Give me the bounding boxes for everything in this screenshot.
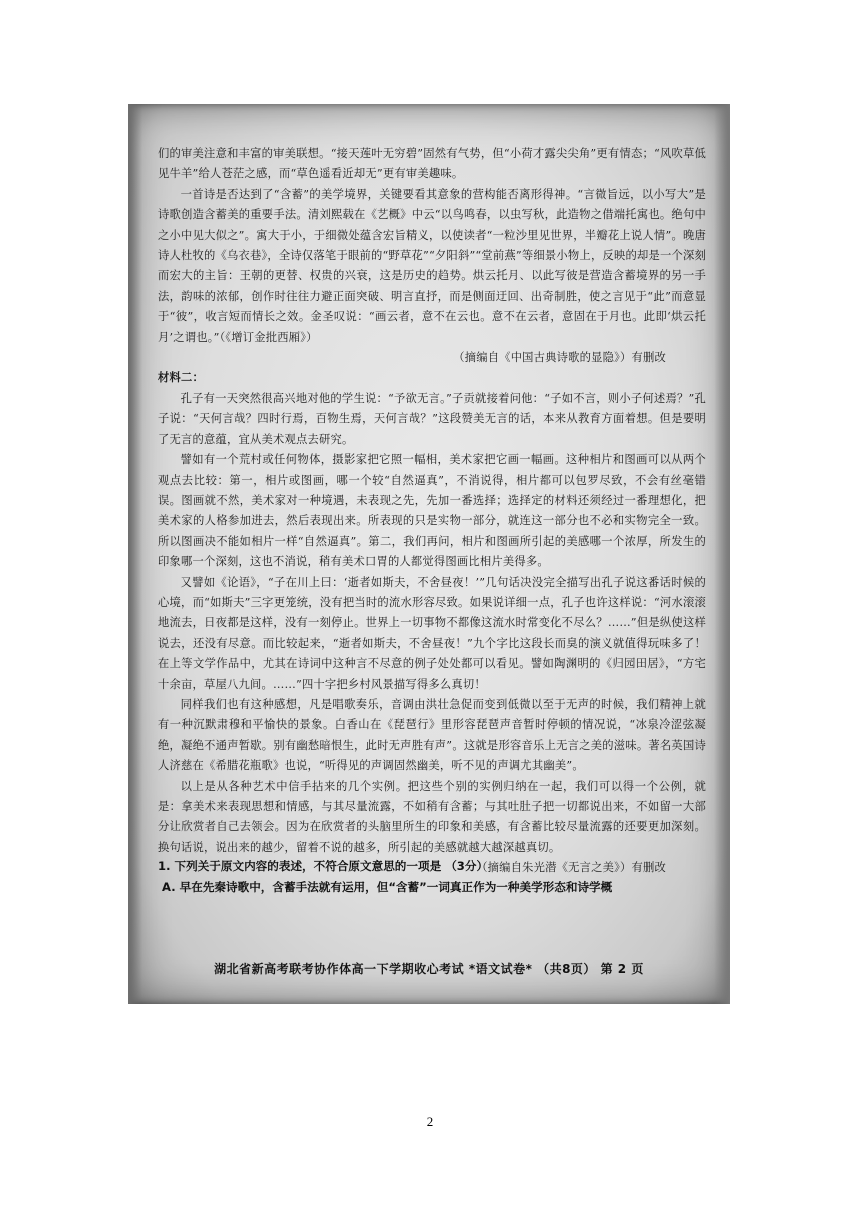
passage-paragraph: 同样我们也有这种感想，凡是唱歌奏乐，音调由洪壮急促而变到低微以至于无声的时候，我们精神上就有一种沉默肃穆和平愉快的景象。白香山在《琵琶行》里形容琵琶声音暂时停顿的情况说，“冰泉冷涩弦凝绝，凝绝不通声暂歇。别有幽愁暗恨生，此时无声胜有声”。这就是形容音乐上无言之美的滋味。著名英国诗人济慈在《希腊花瓶歌》也说，“听得见的声调固然幽美，听不见的声调尤其幽美”。 <box>158 697 706 773</box>
reading-passage <box>158 144 706 879</box>
question-block <box>158 856 718 898</box>
passage-paragraph: 们的审美注意和丰富的审美联想。“接天莲叶无穷碧”固然有气势，但“小荷才露尖尖角”更有情态；“风吹草低见牛羊”给人苍茫之感，而“草色遥看近却无”更有审美趣味。 <box>158 147 706 181</box>
question-option-a: A. 早在先秦诗歌中，含蓄手法就有运用，但“含蓄”一词真正作为一种美学形态和诗学概 <box>162 880 613 894</box>
question-stem: 1. 下列关于原文内容的表述，不符合原文意思的一项是 （3分） <box>158 859 489 873</box>
material-heading: 材料二： <box>158 371 204 385</box>
source-attribution: （摘编自朱光潜《无言之美》）有删改 <box>476 861 666 875</box>
passage-paragraph: 譬如有一个荒村或任何物体，摄影家把它照一幅相，美术家把它画一幅画。这种相片和图画可以从两个观点去比较：第一，相片或图画，哪一个较“自然逼真”，不消说得，相片都可以包罗尽致，不会有丝毫错误。图画就不然，美术家对一种境遇，未表现之先，先加一番选择；选择定的材料还须经过一番理想化，把美术家的人格参加进去，然后表现出来。所表现的只是实物一部分，就连这一部分也不必和实物完全一致。所以图画决不能如相片一样“自然逼真”。第二，我们再问，相片和图画所引起的美感哪一个浓厚，所发生的印象哪一个深刻，这也不消说，稍有美术口胃的人都觉得图画比相片美得多。 <box>158 453 706 569</box>
passage-paragraph: 以上是从各种艺术中信手拈来的几个实例。把这些个别的实例归纳在一起，我们可以得一个公例，就是：拿美术来表现思想和情感，与其尽量流露，不如稍有含蓄；与其吐肚子把一切都说出来，不如留一大部分让欣赏者自己去领会。因为在欣赏者的头脑里所生的印象和美感，有含蓄比较尽量流露的还要更加深刻。换句话说，说出来的越少，留着不说的越多，所引起的美感就越大越深越真切。 <box>158 779 706 854</box>
page-number: 2 <box>426 1114 434 1129</box>
passage-paragraph: 孔子有一天突然很高兴地对他的学生说：“予欲无言。”子贡就接着问他：“子如不言，则小子何述焉？”孔子说：“天何言哉？四时行焉，百物生焉，天何言哉？”这段赞美无言的话，本来从教育方面着想。但是要明了无言的意蕴，宜从美术观点去研究。 <box>158 391 706 446</box>
exam-footer: 湖北省新高考联考协作体高一下学期收心考试 *语文试卷* （共8页） 第 2 页 <box>214 962 644 976</box>
passage-paragraph: 一首诗是否达到了“含蓄”的美学境界，关键要看其意象的营构能否离形得神。“言微旨远，以小写大”是诗歌创造含蓄美的重要手法。清刘熙载在《艺概》中云“以鸟鸣春，以虫写秋，此造物之借端托寓也。绝句中之小中见大似之”。寓大于小，于细微处蕴含宏旨精义，以使读者“一粒沙里见世界，半瓣花上说人情”。晚唐诗人杜牧的《乌衣巷》，全诗仅落笔于眼前的“野草花”“夕阳斜”“堂前燕”等细景小物上，反映的却是一个深刻而宏大的主旨：王朝的更替、权贵的兴衰，这是历史的趋势。烘云托月、以此写彼是营造含蓄境界的另一手法，韵味的浓郁，创作时往往力避正面突破、明言直抒，而是侧面迂回、出奇制胜，使之言见于“此”而意显于“彼”，收言短而情长之效。金圣叹说：“画云者，意不在云也。意不在云者，意固在于月也。此即‘烘云托月’之谓也。”（《增订金批西厢》） <box>158 187 706 344</box>
passage-paragraph: 又譬如《论语》，“子在川上曰：‘逝者如斯夫，不舍昼夜！’”几句话决没完全描写出孔子说这番话时候的心境，而“如斯夫”三字更笼统，没有把当时的流水形容尽致。如果说详细一点，孔子也许这样说：“河水滚滚地流去，日夜都是这样，没有一刻停止。世界上一切事物不都像这流水时常变化不尽么？……”但是纵使这样说去，还没有尽意。而比较起来，“逝者如斯夫，不舍昼夜！”九个字比这段长而臭的演义就值得玩味多了！在上等文学作品中，尤其在诗词中这种言不尽意的例子处处都可以看见。譬如陶渊明的《归园田居》，“方宅十余亩，草屋八九间。……”四十字把乡村风景描写得多么真切！ <box>158 575 706 691</box>
scanned-exam-page <box>128 104 730 1004</box>
source-attribution: （摘编自《中国古典诗歌的显隐》）有删改 <box>453 351 666 365</box>
